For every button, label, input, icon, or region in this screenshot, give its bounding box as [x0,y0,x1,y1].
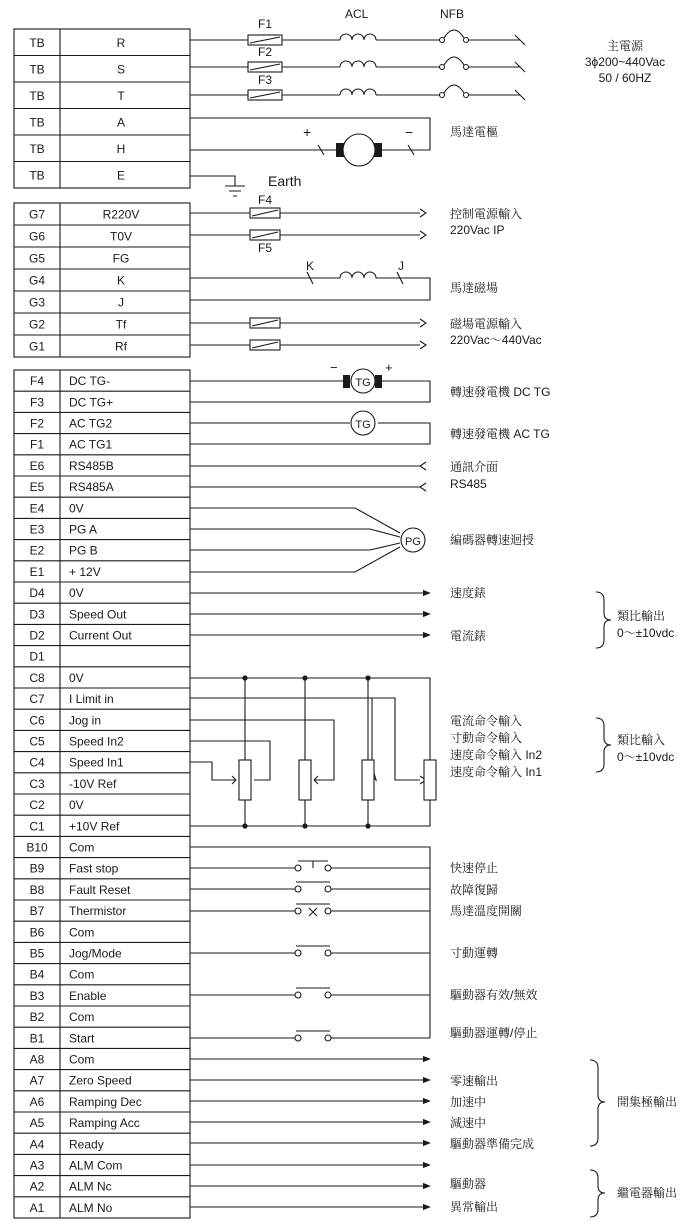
terminal-signal-name: DC TG+ [69,395,114,410]
analog-input-group-1: 類比輸入 [617,733,666,747]
dc-motor-armature [190,118,498,166]
terminal-code: TB [29,168,45,183]
terminal-signal-name: Com [69,840,95,855]
terminal-code: A2 [29,1179,45,1194]
terminal-code: C2 [29,798,45,813]
terminal-signal-name: S [116,62,126,77]
main-supply-label [585,39,665,85]
terminal-code: D3 [29,607,45,622]
terminal-code: B2 [29,1010,45,1025]
earth-label: Earth [268,173,302,189]
terminal-signal-name: T [117,88,125,103]
terminal-signal-name: R220V [102,207,140,222]
terminal-row-b7 [30,904,127,918]
terminal-code: A4 [29,1137,45,1152]
terminal-code: C7 [29,692,45,707]
g-terminal-table [14,203,190,357]
terminal-signal-name: Com [69,1052,95,1067]
output-wiring [190,1059,677,1217]
terminal-row-e5 [30,480,114,494]
terminal-code: G4 [28,273,46,288]
supply-line-2: 3ϕ200~440Vac [584,55,666,69]
relay-out-2: 異常輸出 [450,1200,499,1214]
terminal-signal-name: Tf [115,317,127,332]
terminal-code: D2 [29,628,45,643]
rs485-wiring [190,460,498,491]
terminal-signal-name: Rf [115,339,127,354]
terminal-signal-name: T0V [109,229,133,244]
motor-armature-label: 馬達電樞 [450,125,499,139]
coil-k-label: K [306,259,315,273]
ac-tacho-label: 轉速發電機 AC TG [450,427,550,441]
terminal-row-c3 [29,777,117,791]
thermal-switch-label: 馬達溫度開關 [450,904,523,918]
terminal-row-c1 [29,819,120,833]
terminal-signal-name: -10V Ref [69,776,117,791]
terminal-signal-name: Ready [69,1137,104,1152]
terminal-code: TB [29,62,45,77]
terminal-code: C6 [29,713,45,728]
terminal-code: G5 [28,251,46,266]
terminal-code: E6 [29,458,45,473]
power-terminal-table [14,29,190,188]
tacho-plus: + [385,360,393,375]
zero-speed-out: 零速輸出 [450,1074,499,1088]
fuse-f5-label: F5 [258,241,273,255]
nfb-label: NFB [440,7,464,21]
terminal-signal-name: J [118,295,124,310]
terminal-signal-name: Speed In2 [69,734,124,749]
terminal-signal-name: Ramping Acc [69,1116,140,1131]
digital-input-wiring [190,847,537,1041]
terminal-row-a2 [30,1180,112,1194]
switch-fault-reset [295,882,331,892]
terminal-signal-name: Start [69,1031,95,1046]
terminal-code: F3 [29,395,45,410]
terminal-row-b9 [30,862,119,876]
terminal-signal-name: AC TG1 [69,437,113,452]
terminal-signal-name: 0V [69,501,84,516]
terminal-signal-name: FG [112,251,130,266]
terminal-code: E1 [29,564,45,579]
acl-label: ACL [345,7,369,21]
terminal-signal-name: DC TG- [69,374,111,389]
encoder-wiring [190,508,534,572]
coil-j-label: J [398,259,404,273]
terminal-code: C3 [29,776,45,791]
decel-out: 減速中 [450,1116,487,1130]
control-power-label-2: 220Vac IP [450,223,505,237]
terminal-signal-name: ALM No [69,1200,113,1215]
current-meter-label: 電流錶 [450,629,487,643]
signal-terminal-table [14,370,190,1218]
terminal-code: F1 [29,437,45,452]
terminal-code: E5 [29,480,45,495]
terminal-code: TB [29,35,45,50]
terminal-signal-name: K [116,273,126,288]
terminal-signal-name: RS485B [69,458,114,473]
fuse-f2 [248,45,282,72]
speed-meter-label: 速度錶 [450,586,487,600]
terminal-row-b5 [30,947,122,961]
relay-out-1: 驅動器 [450,1177,487,1191]
switch-fast-stop [295,861,331,871]
fuse-f4-label: F4 [258,193,273,207]
terminal-signal-name: Jog in [69,713,102,728]
terminal-signal-name: RS485A [69,480,114,495]
switch-enable [295,988,331,998]
switch-start [295,1031,331,1041]
field-power-label-2: 220Vac～440Vac [450,333,542,347]
start-label: 驅動器運轉/停止 [450,1026,538,1040]
terminal-code: A7 [29,1073,45,1088]
terminal-code: B7 [29,904,45,919]
terminal-signal-name: +10V Ref [69,819,120,834]
terminal-signal-name: + 12V [69,564,101,579]
terminal-signal-name: Com [69,967,95,982]
terminal-row-f1 [30,438,112,452]
terminal-code: TB [29,141,45,156]
terminal-code: F4 [29,374,45,389]
ac-tacho-symbol: TG [355,419,371,431]
dc-tacho-wiring [190,360,550,402]
control-power-label-1: 控制電源輸入 [450,207,523,221]
terminal-code: B6 [29,925,45,940]
fault-reset-label: 故障復歸 [450,883,499,897]
encoder-label: 編碼器轉速迴授 [450,533,535,547]
terminal-signal-name: Zero Speed [69,1073,132,1088]
terminal-signal-name: ALM Nc [69,1179,112,1194]
terminal-code: D1 [29,649,45,664]
pg-symbol: PG [405,536,421,548]
terminal-signal-name: 0V [69,798,84,813]
jog-run-label: 寸動運轉 [450,946,499,960]
terminal-row-f3 [30,395,113,409]
terminal-code: C8 [29,670,45,685]
terminal-code: B4 [29,967,45,982]
ready-out: 驅動器準備完成 [450,1137,535,1151]
terminal-code: TB [29,88,45,103]
ac-tacho-wiring [190,411,550,444]
terminal-row-e6 [30,459,114,473]
analog-output-wiring [190,585,674,648]
comm-label-1: 通訊介面 [450,460,499,474]
terminal-code: B3 [29,988,45,1003]
accel-out: 加速中 [450,1095,487,1109]
fuse-f3 [248,73,282,100]
terminal-code: G1 [28,339,46,354]
terminal-row-c5 [29,735,124,749]
terminal-row-d1 [29,650,45,664]
terminal-row-f2 [30,417,112,431]
analog-output-group-2: 0～±10vdc [617,626,675,640]
terminal-code: A5 [29,1116,45,1131]
terminal-code: G2 [28,317,46,332]
terminal-code: F2 [29,416,45,431]
analog-input-group-2: 0～±10vdc [617,750,675,764]
dc-tacho-symbol: TG [355,377,371,389]
terminal-signal-name: Fault Reset [69,882,131,897]
enable-label: 驅動器有效/無效 [450,988,538,1002]
terminal-signal-name: Current Out [69,628,132,643]
terminal-signal-name: Jog/Mode [69,946,122,961]
analog-output-group-1: 類比輸出 [617,609,666,623]
field-power-label-1: 磁場電源輸入 [450,317,523,331]
terminal-row-a1 [30,1201,113,1215]
cmd-speed-in1: 速度命令輸入 In1 [450,765,543,779]
motor-plus: + [303,124,312,140]
cmd-jog: 寸動命令輸入 [450,731,523,745]
terminal-signal-name: PG A [69,522,98,537]
terminal-code: A3 [29,1158,45,1173]
terminal-signal-name: 0V [69,670,84,685]
terminal-signal-name: Speed Out [69,607,127,622]
terminal-code: B10 [26,840,48,855]
supply-line-1: 主電源 [606,39,644,53]
terminal-signal-name: PG B [69,543,98,558]
terminal-signal-name: A [116,115,126,130]
terminal-signal-name: H [116,141,126,156]
terminal-signal-name: Com [69,1010,95,1025]
terminal-code: A1 [29,1200,45,1215]
terminal-code: B9 [29,861,45,876]
fuse-f2-label: F2 [258,45,273,59]
terminal-row-b3 [30,989,107,1003]
terminal-signal-name: Speed In1 [69,755,124,770]
terminal-row-f4 [30,374,110,388]
fast-stop-label: 快速停止 [450,861,499,875]
field-power-wiring [190,316,542,350]
terminal-row-d3 [29,607,127,621]
terminal-code: D4 [29,586,45,601]
field-coil-wiring [190,259,498,300]
acl-inductors [340,7,376,95]
terminal-code: B1 [29,1031,45,1046]
supply-line-3: 50 / 60HZ [598,71,652,85]
control-power-wiring [190,193,522,255]
terminal-code: E2 [29,543,45,558]
terminal-signal-name: Enable [69,988,107,1003]
terminal-code: A6 [29,1094,45,1109]
terminal-code: A8 [29,1052,45,1067]
terminal-code: B8 [29,882,45,897]
terminal-signal-name: I Limit in [69,692,114,707]
switch-jog-mode [295,946,331,956]
fuse-f1-label: F1 [258,17,273,31]
nfb-breakers [440,7,469,98]
terminal-code: B5 [29,946,45,961]
terminal-signal-name: E [116,168,126,183]
tacho-minus: − [330,360,338,375]
comm-label-2: RS485 [450,477,487,491]
terminal-code: G3 [28,295,46,310]
fuse-f3-label: F3 [258,73,273,87]
terminal-code: E3 [29,522,45,537]
terminal-code: C5 [29,734,45,749]
terminal-code: E4 [29,501,45,516]
terminal-row-c7 [29,692,113,706]
field-coil-label: 馬達磁場 [450,281,499,295]
fuse-f1 [248,17,282,45]
open-collector-group: 開集極輸出 [617,1095,678,1109]
terminal-code: C4 [29,755,45,770]
terminal-code: C1 [29,819,45,834]
terminal-code: G7 [28,207,46,222]
terminal-signal-name: 0V [69,586,84,601]
terminal-signal-name: ALM Com [69,1158,123,1173]
dc-tacho-label: 轉速發電機 DC TG [450,385,551,399]
main-power-wiring [190,35,525,100]
terminal-row-c4 [29,756,124,770]
terminal-signal-name: R [116,35,126,50]
earth-ground [190,173,301,196]
terminal-code: TB [29,115,45,130]
cmd-speed-in2: 速度命令輸入 In2 [450,748,543,762]
terminal-signal-name: Ramping Dec [69,1094,142,1109]
terminal-signal-name: AC TG2 [69,416,113,431]
terminal-signal-name: Fast stop [69,861,119,876]
terminal-code: G6 [28,229,46,244]
terminal-signal-name: Thermistor [69,904,127,919]
cmd-current: 電流命令輸入 [450,714,523,728]
analog-input-wiring [190,675,674,828]
relay-output-group: 繼電器輸出 [617,1186,678,1200]
terminal-row-a3 [30,1159,123,1173]
motor-minus: − [405,124,414,140]
switch-thermistor [295,904,331,916]
terminal-signal-name: Com [69,925,95,940]
